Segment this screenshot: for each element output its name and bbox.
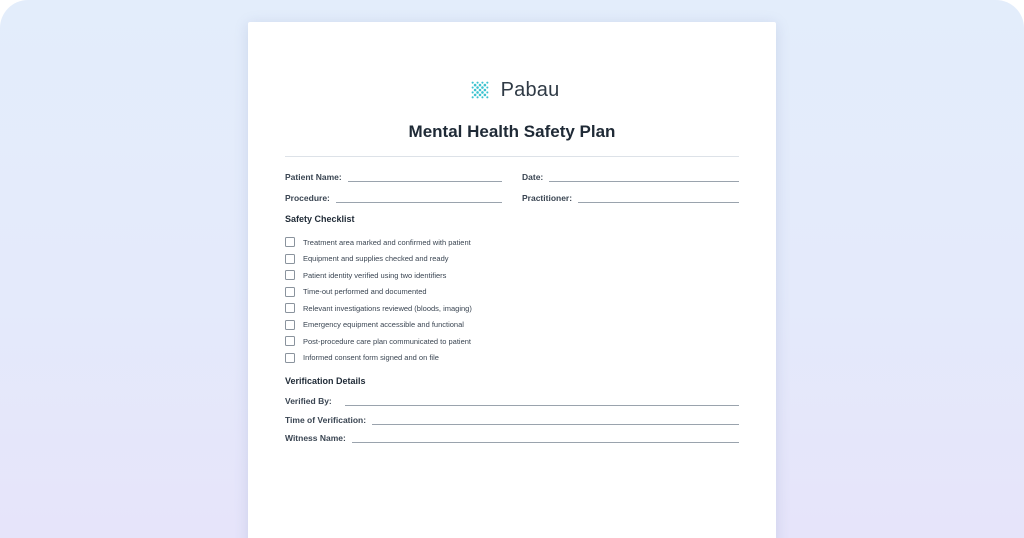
- checklist-item-label: Post-procedure care plan communicated to patient: [303, 336, 472, 346]
- patient-name-label: Patient Name:: [285, 172, 342, 182]
- verified-by-label: Verified By:: [285, 396, 332, 406]
- checklist-item[interactable]: [285, 251, 585, 268]
- checkbox[interactable]: [285, 254, 295, 264]
- practitioner-label: Practitioner:: [522, 193, 573, 203]
- checklist-item-label: Patient identity verified using two identifiers: [303, 270, 447, 280]
- safety-checklist: [285, 234, 585, 366]
- checklist-item-label: Equipment and supplies checked and ready: [303, 254, 449, 264]
- procedure-field[interactable]: [285, 193, 502, 203]
- checkbox[interactable]: [285, 303, 295, 313]
- time-of-verification-line[interactable]: [372, 415, 739, 425]
- document-title: Mental Health Safety Plan: [408, 122, 616, 141]
- verified-by-line[interactable]: [345, 396, 739, 406]
- checklist-item[interactable]: [285, 267, 585, 284]
- checklist-item[interactable]: [285, 350, 585, 367]
- checklist-heading: Safety Checklist: [285, 214, 355, 224]
- title-divider: [285, 156, 739, 157]
- date-field[interactable]: [522, 172, 739, 182]
- witness-name-line[interactable]: [352, 433, 739, 443]
- checklist-item[interactable]: [285, 317, 585, 334]
- checklist-item[interactable]: [285, 300, 585, 317]
- time-of-verification-field[interactable]: [285, 415, 739, 425]
- checkbox[interactable]: [285, 237, 295, 247]
- patient-name-field[interactable]: [285, 172, 502, 182]
- patient-name-line[interactable]: [348, 172, 502, 182]
- verified-by-field[interactable]: [285, 396, 739, 406]
- witness-name-label: Witness Name:: [285, 433, 346, 443]
- brand-header: [248, 76, 776, 104]
- time-of-verification-label: Time of Verification:: [285, 415, 367, 425]
- date-line[interactable]: [549, 172, 739, 182]
- checklist-item-label: Time-out performed and documented: [303, 287, 427, 297]
- checklist-item[interactable]: [285, 333, 585, 350]
- checklist-item[interactable]: [285, 234, 585, 251]
- procedure-label: Procedure:: [285, 193, 330, 203]
- practitioner-line[interactable]: [578, 193, 739, 203]
- document-sheet: [248, 22, 776, 538]
- checklist-item[interactable]: [285, 284, 585, 301]
- checkbox[interactable]: [285, 336, 295, 346]
- checkbox[interactable]: [285, 270, 295, 280]
- verification-heading: Verification Details: [285, 376, 366, 386]
- witness-name-field[interactable]: [285, 433, 739, 443]
- date-label: Date:: [522, 172, 544, 182]
- checklist-item-label: Relevant investigations reviewed (bloods, imaging): [303, 303, 472, 313]
- brand-name: Pabau: [500, 78, 560, 101]
- checkbox[interactable]: [285, 287, 295, 297]
- diamond-dot-logo-icon: [465, 76, 495, 104]
- checklist-item-label: Treatment area marked and confirmed with patient: [303, 237, 471, 247]
- procedure-line[interactable]: [336, 193, 502, 203]
- practitioner-field[interactable]: [522, 193, 739, 203]
- checklist-item-label: Informed consent form signed and on file: [303, 353, 439, 363]
- checkbox[interactable]: [285, 320, 295, 330]
- checklist-item-label: Emergency equipment accessible and functional: [303, 320, 464, 330]
- checkbox[interactable]: [285, 353, 295, 363]
